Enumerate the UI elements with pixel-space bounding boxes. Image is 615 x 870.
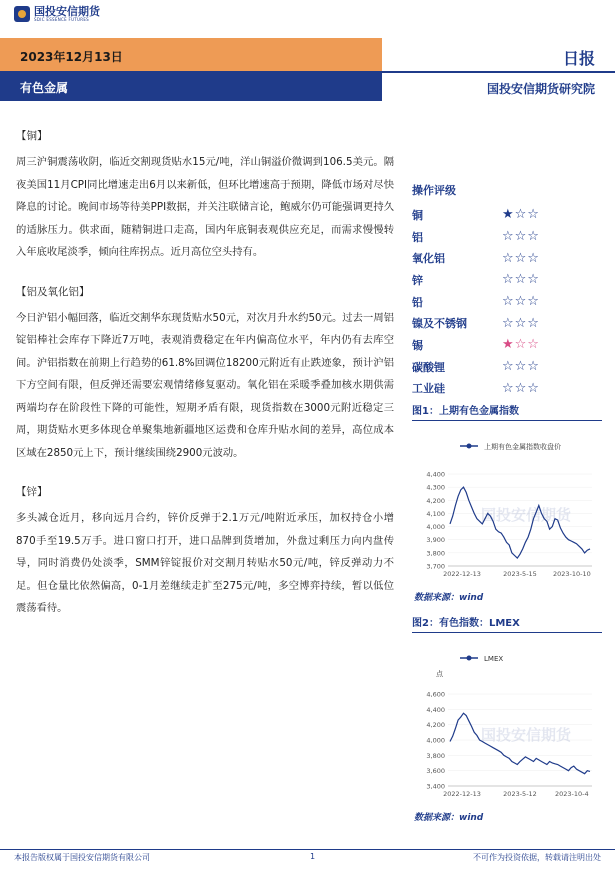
rating-stars: ☆☆☆ (502, 229, 540, 245)
logo-icon (14, 6, 30, 22)
figure1-source: 数据来源：wind (414, 593, 484, 603)
header-rule (382, 71, 615, 73)
y-tick-label: 3,400 (426, 782, 445, 791)
rating-title: 操作评级 (412, 184, 456, 197)
rating-stars: ☆☆☆ (502, 359, 540, 375)
figure1-title: 图1：上期有色金属指数 (412, 406, 519, 417)
y-tick-label: 3,800 (426, 751, 445, 760)
section-zinc (16, 484, 394, 620)
rating-row (412, 204, 602, 226)
y-tick-label: 4,400 (426, 470, 445, 479)
y-tick-label: 4,200 (426, 496, 445, 505)
rating-name: 碳酸锂 (412, 360, 445, 374)
rating-row (412, 378, 602, 400)
y-tick-label: 3,600 (426, 767, 445, 776)
rating-name: 锡 (412, 338, 423, 352)
y-tick-label: 4,100 (426, 509, 445, 518)
y-unit-label: 点 (436, 670, 443, 678)
rating-row (412, 334, 602, 356)
watermark: 国投安信期货 (480, 726, 572, 744)
figure1-chart (412, 430, 602, 582)
rating-row (412, 269, 602, 291)
report-date: 2023年12月13日 (20, 50, 123, 64)
figure2-rule (412, 632, 602, 633)
x-tick-label: 2023-5-15 (503, 570, 537, 578)
y-tick-label: 4,300 (426, 483, 445, 492)
rating-stars: ☆☆☆ (502, 250, 540, 266)
report-category: 有色金属 (20, 81, 69, 95)
rating-name: 镍及不锈钢 (412, 317, 467, 331)
page-number: 1 (310, 852, 316, 861)
institute-name: 国投安信期货研究院 (486, 82, 595, 96)
section-title: 【铝及氧化铝】 (16, 285, 90, 298)
y-tick-label: 3,900 (426, 536, 445, 545)
rating-stars: ☆☆☆ (502, 315, 540, 331)
rating-stars: ☆☆☆ (502, 294, 540, 310)
rating-panel (412, 182, 602, 399)
y-tick-label: 4,600 (426, 690, 445, 699)
company-logo (14, 6, 100, 22)
section-title: 【锌】 (16, 486, 48, 498)
x-tick-label: 2023-10-4 (555, 790, 589, 798)
rating-row (412, 291, 602, 313)
figure2-source: 数据来源：wind (414, 813, 484, 823)
figure2-title: 图2：有色指数：LMEX (412, 618, 520, 629)
legend-label: LMEX (484, 655, 504, 663)
section-aluminum (16, 284, 394, 465)
rating-name: 铜 (412, 208, 423, 222)
section-body: 多头减仓近月，移向远月合约，锌价反弹于2.1万元/吨附近承压，加权持仓小增870手至19.5万手。进口窗口打开，进口品牌到货增加，外盘过剩压力向内盘传导，同时消费仍处淡季，SMM锌锭报价对交割月转贴水50元/吨，锌反弹动力不足。但仓量比依然偏高，0-1月差继续走扩至275元/吨，多空博弈持续，暂以低位震荡看待。 (16, 512, 394, 614)
date-bar (0, 38, 382, 71)
rating-stars: ★☆☆ (502, 207, 540, 223)
y-tick-label: 3,800 (426, 549, 445, 558)
section-body: 周三沪铜震荡收阴，临近交割现货贴水15元/吨，洋山铜溢价微调到106.5美元。隔夜美国11月CPI同比增速走出6月以来新低，但环比增速高于预期，降低市场对尽快降息的讨论。晚间市场等待美PPI数据，并关注联储言论，鲍威尔仍可能强调更持久的适脉压力。供求面，随精铜进口走高，国内年底铜表观供应充足，而需求慢慢转入年底收尾淡季，倾向往库拐点。近月高位空头持有。 (16, 156, 394, 258)
footer-rule (0, 849, 615, 850)
x-tick-label: 2023-5-12 (503, 790, 537, 798)
rating-name: 工业硅 (412, 382, 445, 396)
category-bar (0, 71, 382, 101)
y-tick-label: 4,000 (426, 736, 445, 745)
legend-marker (467, 444, 472, 449)
x-tick-label: 2022-12-13 (443, 570, 481, 578)
rating-row (412, 247, 602, 269)
figure2-chart (412, 642, 602, 802)
rating-stars: ☆☆☆ (502, 380, 540, 396)
section-title: 【铜】 (16, 130, 48, 142)
footer-copyright: 本报告版权属于国投安信期货有限公司 (14, 853, 150, 862)
footer-disclaimer: 不可作为投资依据，转载请注明出处 (473, 853, 601, 862)
rating-name: 氧化铝 (412, 252, 445, 266)
y-tick-label: 4,200 (426, 721, 445, 730)
rating-row (412, 312, 602, 334)
rating-name: 铅 (412, 295, 423, 309)
x-tick-label: 2023-10-10 (552, 570, 591, 578)
rating-stars: ☆☆☆ (502, 272, 540, 288)
logo-text: 国投安信期货 (34, 5, 100, 18)
rating-name: 铝 (412, 230, 423, 244)
commentary-column (16, 128, 394, 620)
section-body: 今日沪铝小幅回落，临近交割华东现货贴水50元，对次月升水约50元。过去一周铝锭铝棒社会库存下降近7万吨，表观消费稳定在年内偏高位水平，年内仍有去库空间。沪铝指数在前期上行趋势的61.8%回调位18200元附近有止跌迹象，预计沪铝下方空间有限，但反弹还需要宏观情绪修复驱动。氧化铝在采暖季叠加核水期供需两端均存在阶段性下降的可能性，短期矛盾有限，现货指数在3000元附近稳定三周，期货贴水更多体现仓单聚集地新疆地区运费和仓库升贴水间的差异，高位成本区域在2850元上下，预计继续围绕2900元波动。 (16, 311, 394, 459)
report-type: 日报 (562, 49, 595, 68)
y-tick-label: 3,700 (426, 562, 445, 571)
section-copper (16, 128, 394, 264)
rating-row (412, 356, 602, 378)
watermark: 国投安信期货 (480, 506, 572, 524)
x-tick-label: 2022-12-13 (443, 790, 481, 798)
legend-marker (467, 656, 472, 661)
rating-stars: ★☆☆ (502, 337, 540, 353)
rating-name: 锌 (412, 273, 423, 287)
legend-label: 上期有色金属指数收盘价 (484, 443, 561, 451)
y-tick-label: 4,400 (426, 705, 445, 714)
rating-row (412, 226, 602, 248)
logo-subtext: SDIC ESSENCE FUTURES (34, 17, 90, 22)
y-tick-label: 4,000 (426, 523, 445, 532)
figure1-rule (412, 420, 602, 421)
